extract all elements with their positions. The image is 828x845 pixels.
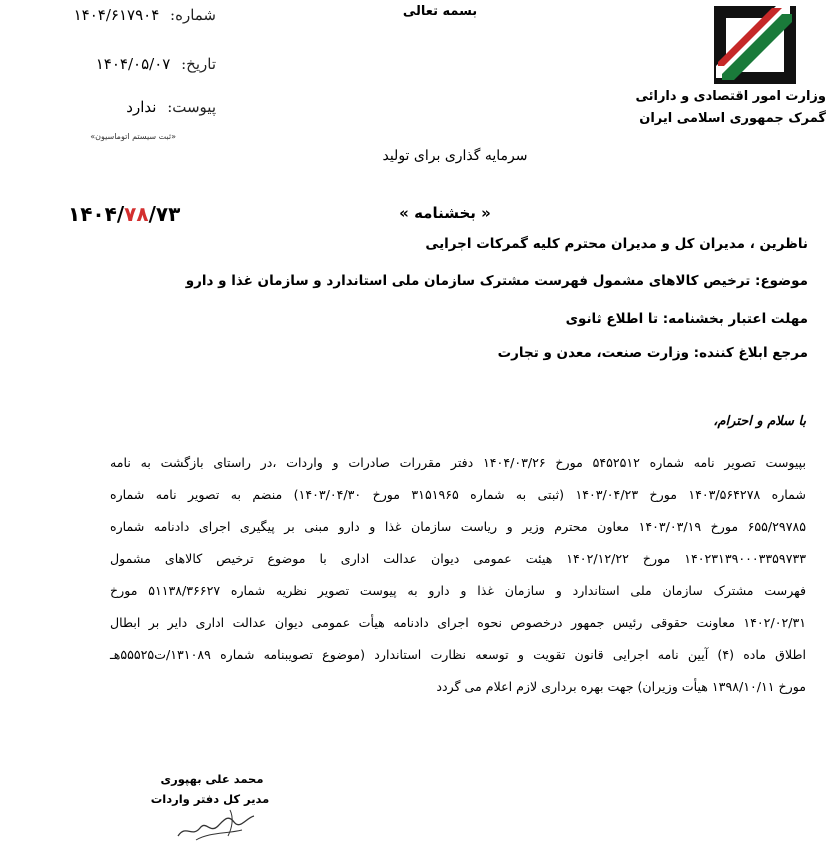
handwritten-signature-icon — [170, 804, 270, 844]
signer-name: محمد علی بهپوری — [160, 772, 264, 786]
body-line: بپیوست تصویر نامه شماره ۵۴۵۲۵۱۲ مورخ ۱۴۰۴/۰۳/۲۶ دفتر مقررات صادرات و واردات ،در راستای بازگشت به نامه — [110, 455, 806, 470]
circular-number-part-2: ۷۸ — [124, 202, 149, 226]
letter-date-row — [96, 55, 216, 73]
letter-date-value: ۱۴۰۴/۰۵/۰۷ — [95, 55, 171, 73]
ministry-line-2: گمرک جمهوری اسلامی ایران — [639, 111, 826, 126]
attachment-label: پیوست: — [167, 98, 216, 116]
letter-number-label: شماره: — [170, 6, 216, 24]
body-line: فهرست مشترک سازمان ملی استاندارد و سازمان غذا و دارو به پیوست تصویر نظریه شماره ۵۱۱۳۸/۳۶۶۲۷ مورخ — [110, 583, 806, 598]
body-line: مورخ ۱۳۹۸/۱۰/۱۱ هیأت وزیران) جهت بهره برداری لازم اعلام می گردد — [436, 679, 806, 694]
letter-number-value: ۱۴۰۴/۶۱۷۹۰۴ — [73, 6, 160, 24]
body-line: شماره ۱۴۰۳/۵۶۴۲۷۸ مورخ ۱۴۰۳/۰۴/۲۳ (ثبتی به شماره ۳۱۵۱۹۶۵ مورخ ۱۴۰۳/۰۴/۳۰) منضم به تصویر نامه شماره — [110, 487, 806, 502]
system-stamp: «ثبت سیستم اتوماسیون» — [90, 132, 176, 141]
body-line: ۱۴۰۲/۰۲/۳۱ معاونت حقوقی رئیس جمهور درخصوص نحوه اجرای دادنامه هیأت عمومی دیوان عدالت اداری دایر بر ابطال — [110, 615, 806, 630]
addressees-line: ناظرین ، مدیران کل و مدیران محترم کلیه گمرکات اجرایی — [425, 236, 808, 252]
validity-line: مهلت اعتبار بخشنامه: تا اطلاع ثانوی — [565, 311, 808, 327]
customs-logo-icon — [712, 4, 798, 86]
attachment-row — [126, 98, 216, 116]
greeting: با سلام و احترام، — [713, 414, 806, 429]
attachment-value: ندارد — [126, 98, 157, 116]
body-line: ۶۵۵/۲۹۷۸۵ مورخ ۱۴۰۳/۰۳/۱۹ معاون محترم وزیر و ریاست سازمان غذا و دارو مبنی بر پیگیری اجرای دادنامه شماره — [110, 519, 806, 534]
ministry-block — [635, 86, 826, 130]
body-line: اطلاق ماده (۴) آیین نامه اجرایی قانون تقویت و توسعه نظارت استاندارد (موضوع تصویبنامه شماره ۱۳۱۰۸۹/ت۵۵۵۲۵هـ — [110, 647, 806, 662]
letter-number-row — [74, 6, 216, 24]
circular-number-part-1: ۱۴۰۴/ — [68, 202, 125, 226]
bismillah: بسمه تعالی — [402, 4, 478, 19]
circular-number — [68, 202, 180, 226]
letter-date-label: تاریخ: — [181, 55, 216, 73]
circular-number-part-3: /۷۳ — [148, 202, 181, 226]
reference-line: مرجع ابلاغ کننده: وزارت صنعت، معدن و تجارت — [497, 345, 808, 361]
slogan: سرمایه گذاری برای تولید — [382, 148, 528, 164]
circular-title: « بخشنامه » — [399, 204, 491, 222]
subject-line: موضوع: ترخیص کالاهای مشمول فهرست مشترک سازمان ملی استاندارد و سازمان غذا و دارو — [185, 273, 808, 289]
signer-title: مدیر کل دفتر واردات — [150, 792, 270, 806]
body-line: ۱۴۰۲۳۱۳۹۰۰۰۳۳۵۹۷۳۳ مورخ ۱۴۰۲/۱۲/۲۲ هیئت عمومی دیوان عدالت اداری با موضوع ترخیص کالاهای مشمول — [110, 551, 806, 566]
body-paragraph — [110, 447, 806, 703]
ministry-line-1: وزارت امور اقتصادی و دارائی — [635, 89, 826, 104]
